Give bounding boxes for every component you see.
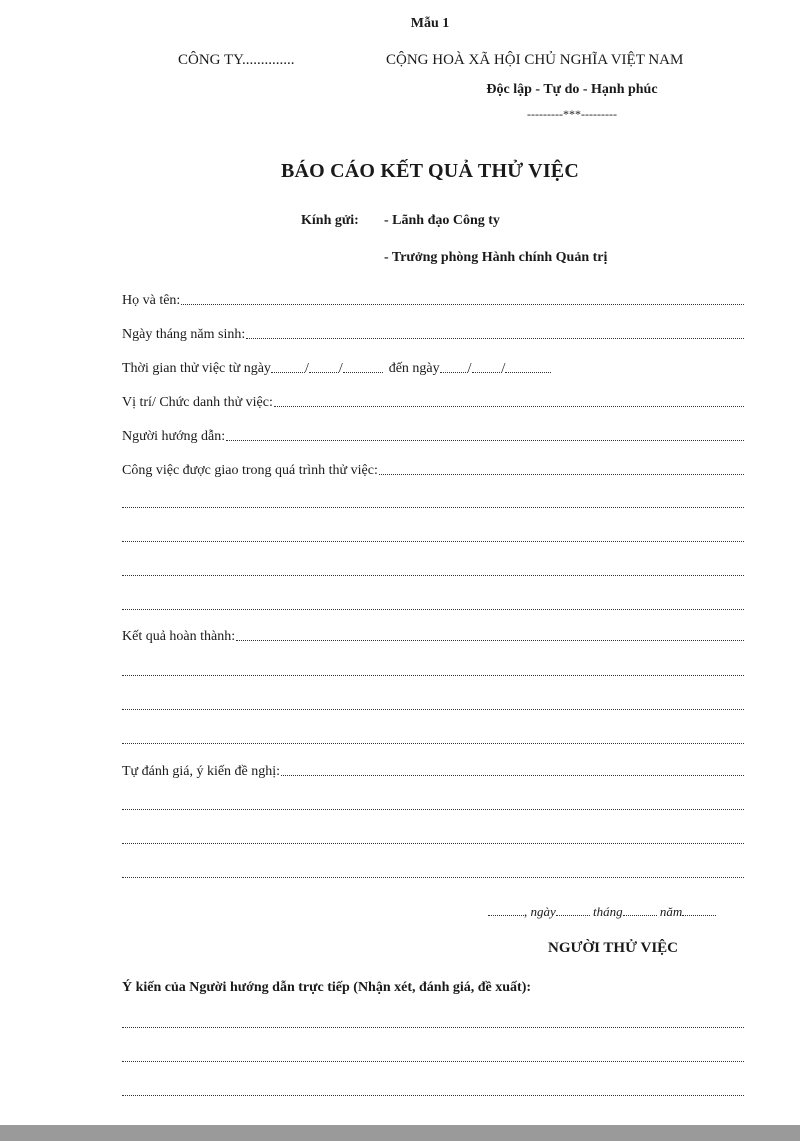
fill-line: [274, 406, 744, 407]
fill-line: [122, 507, 744, 508]
fill-line: [181, 304, 744, 305]
field-name: [122, 289, 744, 309]
fill-line: [246, 338, 744, 339]
signer-title: NGƯỜI THỬ VIỆC: [548, 940, 679, 956]
field-assigned-work: [122, 459, 744, 479]
fill-line: [556, 906, 590, 916]
form-number: Mẫu 1: [410, 16, 450, 31]
field-label: Công việc được giao trong quá trình thử việc:: [122, 463, 378, 478]
field-label: đến ngày: [388, 361, 440, 376]
fill-line: [379, 474, 744, 475]
fill-line: [488, 906, 524, 916]
field-position: [122, 391, 744, 411]
fill-line: [122, 1027, 744, 1028]
field-label: Kết quả hoàn thành:: [122, 629, 236, 644]
fill-line: [226, 440, 744, 441]
fill-line: [122, 541, 744, 542]
fill-line: [122, 809, 744, 810]
national-motto: Độc lập - Tự do - Hạnh phúc: [486, 82, 658, 97]
field-birthdate: [122, 323, 744, 343]
field-result: [122, 625, 744, 645]
company-name: CÔNG TY..............: [178, 52, 295, 68]
national-title: CỘNG HOÀ XÃ HỘI CHỦ NGHĨA VIỆT NAM: [386, 52, 684, 68]
fill-line: [440, 362, 468, 373]
mentor-comment-label: Ý kiến của Người hướng dẫn trực tiếp (Nhận xét, đánh giá, đề xuất):: [122, 980, 532, 995]
addressee-recipient: - Lãnh đạo Công ty: [384, 213, 500, 228]
field-label: Tự đánh giá, ý kiến đề nghị:: [122, 764, 281, 779]
date-month-label: tháng: [593, 904, 623, 919]
fill-line: [682, 906, 716, 916]
fill-line: [122, 675, 744, 676]
fill-line: [472, 362, 502, 373]
field-self-assessment: [122, 760, 744, 780]
field-label: Vị trí/ Chức danh thử việc:: [122, 395, 273, 410]
addressee-recipient: - Trưởng phòng Hành chính Quản trị: [384, 250, 608, 265]
fill-line: [122, 709, 744, 710]
field-label: Thời gian thử việc từ ngày: [122, 361, 271, 376]
fill-line: [505, 362, 551, 373]
signature-date: , ngày tháng năm: [488, 904, 716, 920]
fill-line: [236, 640, 744, 641]
field-mentor: [122, 425, 744, 445]
fill-line: [271, 362, 305, 373]
fill-line: [122, 609, 744, 610]
fill-line: [122, 575, 744, 576]
fill-line: [122, 1095, 744, 1096]
date-day-label: ngày: [530, 904, 556, 919]
date-year-label: năm: [659, 904, 683, 919]
document-title: BÁO CÁO KẾT QUẢ THỬ VIỆC: [280, 160, 579, 182]
header-separator: ---------***---------: [527, 107, 617, 121]
fill-line: [122, 1061, 744, 1062]
viewer-bottom-bar: [0, 1125, 800, 1141]
fill-line: [309, 362, 339, 373]
field-label: Ngày tháng năm sinh:: [122, 327, 246, 342]
fill-line: [122, 743, 744, 744]
fill-line: [122, 843, 744, 844]
field-probation-period: Thời gian thử việc từ ngày / / đến ngày / /: [122, 357, 622, 377]
field-label: Họ và tên:: [122, 293, 181, 308]
fill-line: [623, 906, 657, 916]
addressee-label: Kính gửi:: [301, 213, 359, 228]
field-label: Người hướng dẫn:: [122, 429, 226, 444]
fill-line: [343, 362, 383, 373]
fill-line: [122, 877, 744, 878]
fill-line: [281, 775, 744, 776]
